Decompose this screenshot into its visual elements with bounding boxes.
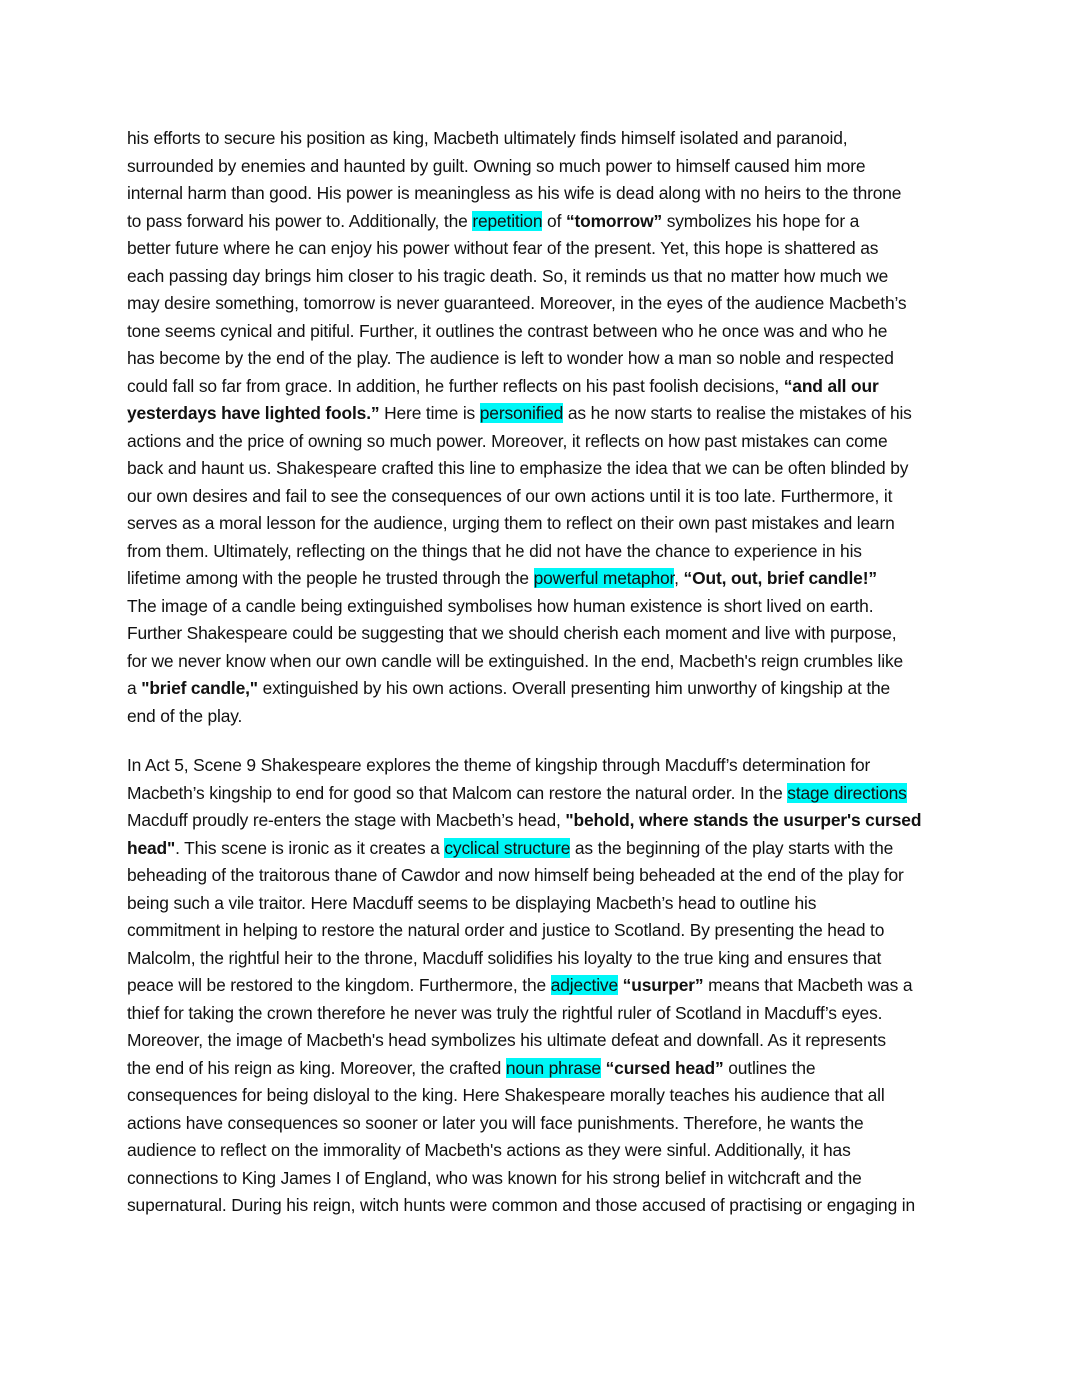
text-run: supernatural. During his reign, witch hunts were common and those accused of practising or engaging in xyxy=(127,1195,916,1215)
text-line xyxy=(127,752,962,780)
text-line xyxy=(127,1027,962,1055)
text-run: symbolizes his hope for a xyxy=(662,210,860,231)
paragraph-1 xyxy=(127,125,962,730)
text-run: Further Shakespeare could be suggesting that we should cherish each moment and live with purpose, xyxy=(127,623,897,643)
text-line xyxy=(127,428,962,456)
text-line xyxy=(127,455,962,483)
quote-text: "brief candle," xyxy=(141,678,258,698)
text-run: audience to reflect on the immorality of Macbeth's actions as they were sinful. Additionally, it has xyxy=(127,1140,851,1160)
document-body xyxy=(127,125,962,1242)
text-run: serves as a moral lesson for the audience, urging them to reflect on their own past mistakes and learn xyxy=(127,513,895,533)
text-line xyxy=(127,972,962,1000)
text-line xyxy=(127,1165,962,1193)
quote-text: “cursed head” xyxy=(605,1057,724,1078)
text-run: consequences for being disloyal to the king. Here Shakespeare morally teaches his audience that all xyxy=(127,1085,885,1105)
text-run: outlines the xyxy=(723,1057,816,1078)
text-run: Malcolm, the rightful heir to the throne, Macduff solidifies his loyalty to the true king and ensures that xyxy=(127,947,882,968)
text-line xyxy=(127,648,962,676)
highlighted-term: cyclical structure xyxy=(444,837,571,858)
quote-text: “usurper” xyxy=(622,975,704,995)
text-run: surrounded by enemies and haunted by guilt. Owning so much power to himself caused him more xyxy=(127,155,866,176)
text-run: could fall so far from grace. In addition, he further reflects on his past foolish decisions, xyxy=(127,375,784,396)
text-line xyxy=(127,703,962,731)
text-line xyxy=(127,890,962,918)
text-run: of xyxy=(542,210,566,231)
highlighted-term: powerful metaphor xyxy=(533,568,675,588)
text-run: for we never know when our own candle will be extinguished. In the end, Macbeth's reign crumbles like xyxy=(127,650,904,671)
highlighted-term: noun phrase xyxy=(505,1057,601,1078)
text-line xyxy=(127,180,962,208)
text-line xyxy=(127,345,962,373)
text-line xyxy=(127,400,962,428)
text-line xyxy=(127,620,962,648)
quote-text: "behold, where stands the usurper's cursed xyxy=(565,810,922,830)
quote-text: “Out, out, brief candle!” xyxy=(683,568,877,588)
text-run: . This scene is ironic as it creates a xyxy=(175,837,445,858)
text-run: tone seems cynical and pitiful. Further, it outlines the contrast between who he once was and who he xyxy=(127,320,888,341)
text-run: to pass forward his power to. Additionally, the xyxy=(127,210,473,231)
text-line xyxy=(127,862,962,890)
text-run: Moreover, the image of Macbeth's head symbolizes his ultimate defeat and downfall. As it represents xyxy=(127,1030,886,1050)
highlighted-term: repetition xyxy=(472,210,543,231)
text-run: In Act 5, Scene 9 Shakespeare explores the theme of kingship through Macduff’s determination for xyxy=(127,755,871,775)
text-run: as he now starts to realise the mistakes of his xyxy=(563,403,912,423)
text-line xyxy=(127,1137,962,1165)
text-run: beheading of the traitorous thane of Cawdor and now himself being beheaded at the end of the play for xyxy=(127,865,904,885)
text-line xyxy=(127,675,962,703)
text-run: thief for taking the crown therefore he never was truly the rightful ruler of Scotland in Macduff’s eyes. xyxy=(127,1002,883,1023)
text-run: Here time is xyxy=(379,403,480,423)
text-line xyxy=(127,1000,962,1028)
highlighted-term: stage directions xyxy=(787,782,907,803)
text-line xyxy=(127,565,962,593)
text-line xyxy=(127,917,962,945)
text-line xyxy=(127,290,962,318)
highlighted-term: personified xyxy=(479,403,564,423)
text-line xyxy=(127,373,962,401)
text-line xyxy=(127,945,962,973)
text-run: better future where he can enjoy his power without fear of the present. Yet, this hope is shattered as xyxy=(127,238,879,258)
text-line xyxy=(127,235,962,263)
text-line xyxy=(127,208,962,236)
quote-text: “tomorrow” xyxy=(565,210,663,231)
quote-text: “and all our xyxy=(783,375,879,396)
text-run: a xyxy=(127,678,142,698)
text-run: his efforts to secure his position as king, Macbeth ultimately finds himself isolated and paranoid, xyxy=(127,128,848,148)
text-run: may desire something, tomorrow is never guaranteed. Moreover, in the eyes of the audience Macbeth’s xyxy=(127,293,907,313)
text-line xyxy=(127,835,962,863)
text-run: internal harm than good. His power is meaningless as his wife is dead along with no heirs to the throne xyxy=(127,183,902,203)
text-line xyxy=(127,263,962,291)
text-run: being such a vile traitor. Here Macduff seems to be displaying Macbeth’s head to outline his xyxy=(127,892,817,913)
text-run: Macduff proudly re-enters the stage with Macbeth’s head, xyxy=(127,810,566,830)
text-line xyxy=(127,318,962,346)
text-line xyxy=(127,538,962,566)
text-line xyxy=(127,1110,962,1138)
text-run: each passing day brings him closer to his tragic death. So, it reminds us that no matter how much we xyxy=(127,265,889,286)
text-line xyxy=(127,593,962,621)
text-run: has become by the end of the play. The audience is left to wonder how a man so noble and respected xyxy=(127,348,894,368)
text-line xyxy=(127,510,962,538)
quote-text: yesterdays have lighted fools.” xyxy=(127,403,380,423)
text-run: Macbeth’s kingship to end for good so that Malcom can restore the natural order. In the xyxy=(127,782,788,803)
text-run: means that Macbeth was a xyxy=(703,975,913,995)
text-run: peace will be restored to the kingdom. Furthermore, the xyxy=(127,975,551,995)
text-run: commitment in helping to restore the natural order and justice to Scotland. By presenting the head to xyxy=(127,920,885,940)
text-run: end of the play. xyxy=(127,705,243,726)
quote-text: head" xyxy=(127,837,176,858)
text-run: back and haunt us. Shakespeare crafted this line to emphasize the idea that we can be often blinded by xyxy=(127,458,909,478)
text-run: actions have consequences so sooner or later you will face punishments. Therefore, he wants the xyxy=(127,1112,864,1133)
text-run: actions and the price of owning so much power. Moreover, it reflects on how past mistakes can come xyxy=(127,430,888,451)
text-line xyxy=(127,1082,962,1110)
text-run: our own desires and fail to see the consequences of our own actions until it is too late. Furthermore, it xyxy=(127,485,893,506)
text-line xyxy=(127,1055,962,1083)
text-run: extinguished by his own actions. Overall presenting him unworthy of kingship at the xyxy=(257,678,891,698)
text-line xyxy=(127,1192,962,1220)
text-run: from them. Ultimately, reflecting on the things that he did not have the chance to experience in his xyxy=(127,540,862,561)
text-run: lifetime among with the people he trusted through the xyxy=(127,568,534,588)
text-line xyxy=(127,125,962,153)
text-run: the end of his reign as king. Moreover, the crafted xyxy=(127,1057,506,1078)
text-line xyxy=(127,483,962,511)
text-line xyxy=(127,807,962,835)
text-run: The image of a candle being extinguished symbolises how human existence is short lived on earth. xyxy=(127,595,874,616)
highlighted-term: adjective xyxy=(550,975,618,995)
text-run: as the beginning of the play starts with the xyxy=(570,837,894,858)
text-run: connections to King James I of England, who was known for his strong belief in witchcraft and the xyxy=(127,1167,862,1188)
text-run: , xyxy=(674,568,684,588)
paragraph-2 xyxy=(127,752,962,1220)
text-line xyxy=(127,153,962,181)
text-line xyxy=(127,780,962,808)
